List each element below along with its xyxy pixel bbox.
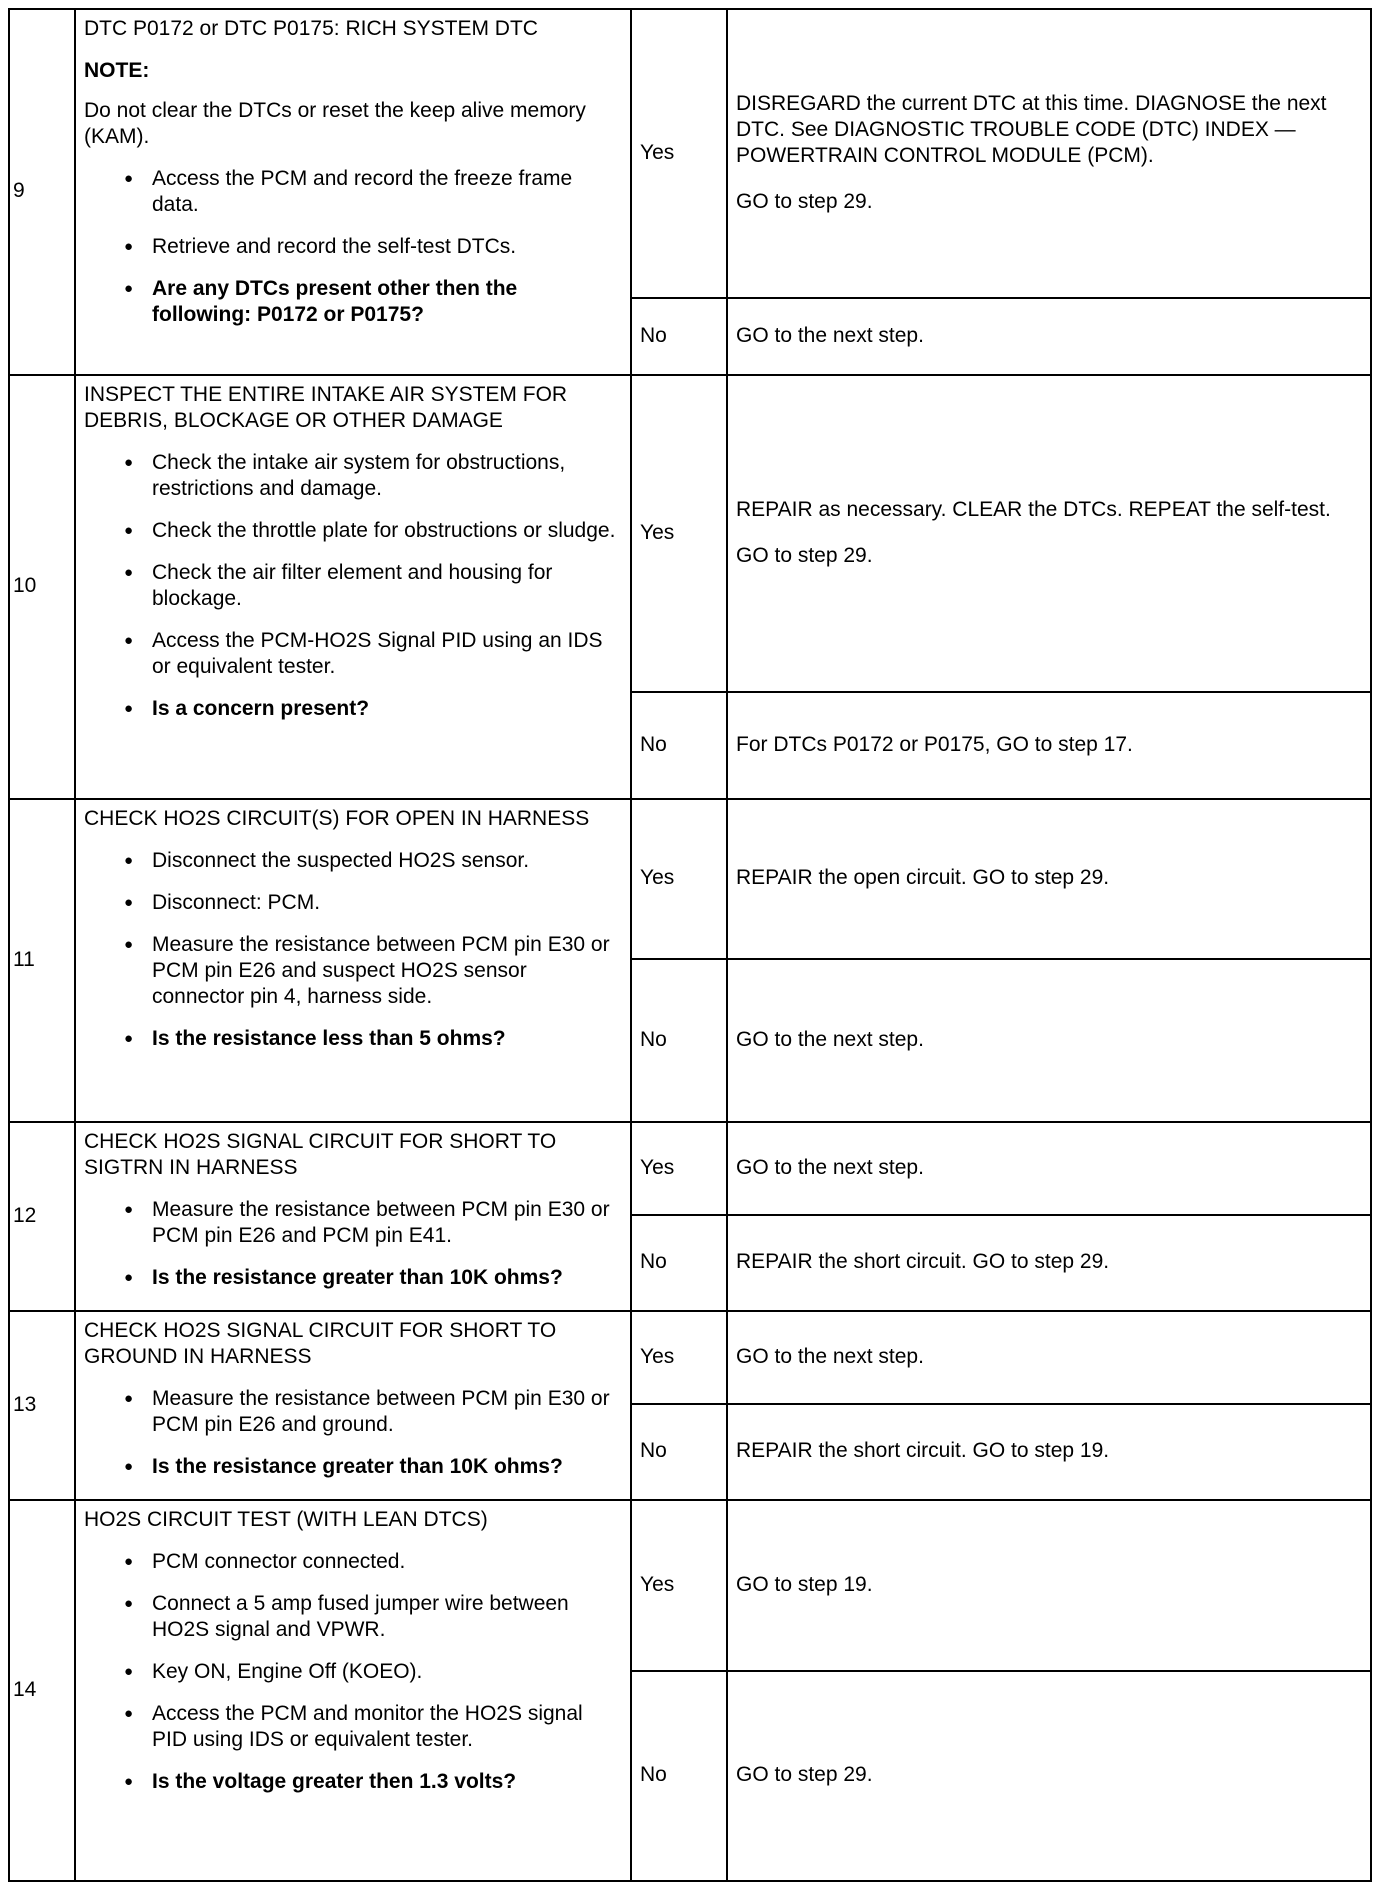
no-action-cell [727,1215,1371,1311]
yes-label: Yes [631,375,727,692]
step-bullet-item: ● Check the intake air system for obstructions, restrictions and damage. [84,450,622,502]
step-bullet-item: ● Key ON, Engine Off (KOEO). [84,1659,622,1685]
note-label: NOTE: [84,59,150,82]
step-bullet-item: ● Disconnect the suspected HO2S sensor. [84,848,622,874]
diagnostic-procedure-table [8,8,1370,1830]
test-step-cell [75,1500,631,1881]
yes-action-cell [727,1500,1371,1671]
step-bullet-item: ● Measure the resistance between PCM pin E30 or PCM pin E26 and ground. [84,1386,622,1438]
yes-action-text: GO to the next step. [736,1344,924,1368]
yes-action-text: GO to step 19. [736,1572,873,1596]
no-action-cell [727,959,1371,1122]
step-title: CHECK HO2S SIGNAL CIRCUIT FOR SHORT TO SIGTRN IN HARNESS [84,1130,557,1179]
step-question: ● Are any DTCs present other then the following: P0172 or P0175? [84,276,622,328]
yes-action-text: GO to step 29. [736,543,873,567]
test-step-cell [75,9,631,375]
yes-label: Yes [631,799,727,959]
yes-action-cell [727,375,1371,692]
step-title: DTC P0172 or DTC P0175: RICH SYSTEM DTC [84,17,538,40]
step-row-yes [9,1311,1371,1404]
step-number: 9 [9,9,75,375]
steps-table [8,8,1372,1882]
step-row-yes [9,1500,1371,1671]
step-number: 13 [9,1311,75,1500]
step-bullet-list [84,1549,622,1795]
no-label: No [631,1215,727,1311]
no-action-text: REPAIR the short circuit. GO to step 19. [736,1439,1110,1462]
no-label: No [631,298,727,375]
step-bullet-list [84,450,622,722]
step-bullet-list [84,166,622,328]
test-step-cell [75,799,631,1122]
step-title: CHECK HO2S SIGNAL CIRCUIT FOR SHORT TO GROUND IN HARNESS [84,1319,557,1368]
test-step-cell [75,1122,631,1311]
step-title: CHECK HO2S CIRCUIT(S) FOR OPEN IN HARNESS [84,807,590,830]
step-bullet-item: ● Measure the resistance between PCM pin E30 or PCM pin E26 and PCM pin E41. [84,1197,622,1249]
yes-label: Yes [631,1311,727,1404]
no-action-cell [727,298,1371,375]
step-bullet-item: ● Access the PCM and record the freeze frame data. [84,166,622,218]
no-label: No [631,959,727,1122]
step-question: ● Is the resistance greater than 10K ohms? [84,1265,622,1291]
step-question: ● Is the resistance less than 5 ohms? [84,1026,622,1052]
no-action-cell [727,1404,1371,1500]
yes-action-text: GO to the next step. [736,1155,924,1179]
step-bullet-item: ● Check the air filter element and housing for blockage. [84,560,622,612]
no-action-text: For DTCs P0172 or P0175, GO to step 17. [736,732,1133,756]
no-action-cell [727,692,1371,799]
step-question: ● Is a concern present? [84,696,622,722]
no-action-text: GO to the next step. [736,1027,924,1051]
step-bullet-item: ● Check the throttle plate for obstructions or sludge. [84,518,622,544]
yes-action-cell [727,1311,1371,1404]
yes-action-cell [727,9,1371,298]
no-action-text: REPAIR the short circuit. GO to step 29. [736,1250,1110,1273]
step-bullet-item: ● Access the PCM-HO2S Signal PID using an IDS or equivalent tester. [84,628,622,680]
test-step-cell [75,1311,631,1500]
test-step-cell [75,375,631,799]
no-action-cell [727,1671,1371,1881]
step-bullet-item: ● Access the PCM and monitor the HO2S signal PID using IDS or equivalent tester. [84,1701,622,1753]
no-action-text: GO to step 29. [736,1763,873,1786]
note-text: Do not clear the DTCs or reset the keep alive memory (KAM). [84,99,586,148]
step-row-yes [9,9,1371,298]
step-bullet-list [84,1197,622,1291]
step-title: HO2S CIRCUIT TEST (WITH LEAN DTCS) [84,1508,488,1531]
no-label: No [631,1671,727,1881]
step-question: ● Is the voltage greater then 1.3 volts? [84,1769,622,1795]
no-action-text: GO to the next step. [736,323,924,347]
step-bullet-list [84,1386,622,1480]
step-bullet-item: ● Connect a 5 amp fused jumper wire between HO2S signal and VPWR. [84,1591,622,1643]
step-row-yes [9,799,1371,959]
yes-label: Yes [631,9,727,298]
step-bullet-item: ● PCM connector connected. [84,1549,622,1575]
step-number: 11 [9,799,75,1122]
yes-action-text: GO to step 29. [736,189,873,213]
step-row-yes [9,375,1371,692]
step-bullet-list [84,848,622,1052]
step-number: 14 [9,1500,75,1881]
step-question: ● Is the resistance greater than 10K ohms? [84,1454,622,1480]
no-label: No [631,1404,727,1500]
yes-action-cell [727,1122,1371,1215]
step-title: INSPECT THE ENTIRE INTAKE AIR SYSTEM FOR DEBRIS, BLOCKAGE OR OTHER DAMAGE [84,383,568,432]
yes-action-cell [727,799,1371,959]
step-number: 10 [9,375,75,799]
no-label: No [631,692,727,799]
step-bullet-item: ● Disconnect: PCM. [84,890,622,916]
step-bullet-item: ● Retrieve and record the self-test DTCs. [84,234,622,260]
step-bullet-item: ● Measure the resistance between PCM pin E30 or PCM pin E26 and suspect HO2S sensor connector pin 4, harness side. [84,932,622,1010]
step-row-yes [9,1122,1371,1215]
step-number: 12 [9,1122,75,1311]
yes-action-text: REPAIR the open circuit. GO to step 29. [736,866,1110,889]
yes-action-text: DISREGARD the current DTC at this time. DIAGNOSE the next DTC. See DIAGNOSTIC TROUBLE CODE (DTC) INDEX — POWERTRAIN CONTROL MODULE (PCM). [736,91,1327,167]
yes-label: Yes [631,1122,727,1215]
yes-action-text: REPAIR as necessary. CLEAR the DTCs. REPEAT the self-test. [736,497,1331,521]
yes-label: Yes [631,1500,727,1671]
